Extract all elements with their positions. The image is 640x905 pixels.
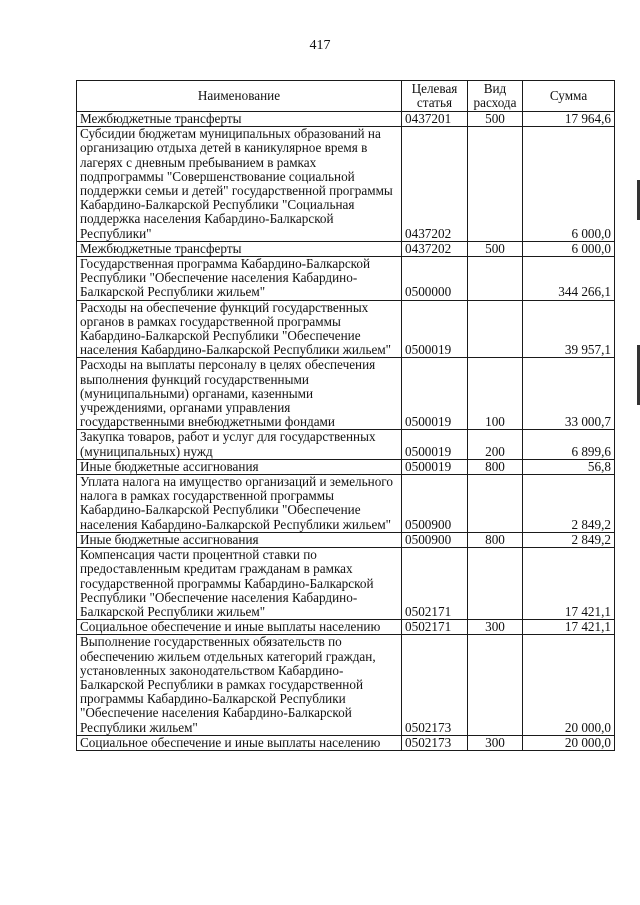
table-row	[77, 620, 615, 635]
row-expense-kind	[468, 300, 523, 358]
table-row	[77, 300, 615, 358]
row-name: Государственная программа Кабардино-Балкарской Республики "Обеспечение населения Кабардино-Балкарской Республики жильем"	[77, 257, 402, 301]
row-name: Закупка товаров, работ и услуг для государственных (муниципальных) нужд	[77, 430, 402, 459]
row-sum: 344 266,1	[523, 257, 615, 301]
row-expense-kind: 500	[468, 112, 523, 127]
row-sum: 33 000,7	[523, 358, 615, 430]
row-target-article: 0502171	[402, 620, 468, 635]
header-row	[77, 81, 615, 112]
table-row	[77, 358, 615, 430]
table-row	[77, 459, 615, 474]
row-sum: 56,8	[523, 459, 615, 474]
row-target-article: 0437202	[402, 127, 468, 242]
row-name: Уплата налога на имущество организаций и земельного налога в рамках государственной программы Кабардино-Балкарской Республики "Обеспечение населения Кабардино-Балкарской Республики жильем"	[77, 475, 402, 533]
row-target-article: 0502173	[402, 735, 468, 750]
row-name: Межбюджетные трансферты	[77, 112, 402, 127]
row-expense-kind	[468, 548, 523, 620]
row-sum: 20 000,0	[523, 735, 615, 750]
row-sum: 6 899,6	[523, 430, 615, 459]
row-expense-kind	[468, 257, 523, 301]
table-row	[77, 735, 615, 750]
row-sum: 6 000,0	[523, 127, 615, 242]
row-target-article: 0500900	[402, 475, 468, 533]
row-expense-kind: 100	[468, 358, 523, 430]
row-target-article: 0500900	[402, 532, 468, 547]
row-sum: 17 421,1	[523, 620, 615, 635]
header-target-article: Целевая статья	[402, 81, 468, 112]
row-expense-kind: 300	[468, 735, 523, 750]
row-expense-kind: 800	[468, 532, 523, 547]
table-row	[77, 127, 615, 242]
row-name: Расходы на обеспечение функций государственных органов в рамках государственной программы Кабардино-Балкарской Республики "Обеспечение населения Кабардино-Балкарской Республики жильем"	[77, 300, 402, 358]
row-expense-kind	[468, 635, 523, 735]
row-target-article: 0437202	[402, 241, 468, 256]
table-row	[77, 475, 615, 533]
row-target-article: 0500000	[402, 257, 468, 301]
row-name: Социальное обеспечение и иные выплаты населению	[77, 735, 402, 750]
table-row	[77, 257, 615, 301]
header-name: Наименование	[77, 81, 402, 112]
table-row	[77, 548, 615, 620]
row-sum: 2 849,2	[523, 532, 615, 547]
row-expense-kind: 300	[468, 620, 523, 635]
row-expense-kind: 200	[468, 430, 523, 459]
row-target-article: 0502173	[402, 635, 468, 735]
row-name: Социальное обеспечение и иные выплаты населению	[77, 620, 402, 635]
row-name: Субсидии бюджетам муниципальных образований на организацию отдыха детей в каникулярное время в лагерях с дневным пребыванием в рамках подпрограммы "Совершенствование социальной поддержки семьи и детей" государственной программы Кабардино-Балкарской Республики "Социальная поддержка населения Кабардино-Балкарской Республики"	[77, 127, 402, 242]
row-expense-kind	[468, 475, 523, 533]
row-sum: 20 000,0	[523, 635, 615, 735]
row-sum: 2 849,2	[523, 475, 615, 533]
table-row	[77, 112, 615, 127]
row-target-article: 0502171	[402, 548, 468, 620]
row-expense-kind: 500	[468, 241, 523, 256]
row-target-article: 0437201	[402, 112, 468, 127]
row-sum: 6 000,0	[523, 241, 615, 256]
row-name: Иные бюджетные ассигнования	[77, 459, 402, 474]
header-sum: Сумма	[523, 81, 615, 112]
table-row	[77, 635, 615, 735]
row-sum: 39 957,1	[523, 300, 615, 358]
table-row	[77, 532, 615, 547]
header-expense-kind: Вид расхода	[468, 81, 523, 112]
table-row	[77, 241, 615, 256]
row-target-article: 0500019	[402, 430, 468, 459]
row-target-article: 0500019	[402, 358, 468, 430]
row-expense-kind: 800	[468, 459, 523, 474]
row-name: Выполнение государственных обязательств по обеспечению жильем отдельных категорий граждан, установленных законодательством Кабардино-Балкарской Республики в рамках государственной программы Кабардино-Балкарской Республики "Обеспечение населения Кабардино-Балкарской Республики жильем"	[77, 635, 402, 735]
table-body	[77, 112, 615, 751]
row-name: Компенсация части процентной ставки по предоставленным кредитам гражданам в рамках государственной программы Кабардино-Балкарской Республики "Обеспечение населения Кабардино-Балкарской Республики жильем"	[77, 548, 402, 620]
table-header	[77, 81, 615, 112]
row-sum: 17 964,6	[523, 112, 615, 127]
row-name: Межбюджетные трансферты	[77, 241, 402, 256]
page-number: 417	[309, 38, 331, 53]
row-sum: 17 421,1	[523, 548, 615, 620]
row-name: Расходы на выплаты персоналу в целях обеспечения выполнения функций государственными (муниципальными) органами, казенными учреждениями, органами управления государственными внебюджетными фондами	[77, 358, 402, 430]
row-expense-kind	[468, 127, 523, 242]
table-row	[77, 430, 615, 459]
budget-table	[76, 80, 615, 751]
row-name: Иные бюджетные ассигнования	[77, 532, 402, 547]
row-target-article: 0500019	[402, 459, 468, 474]
row-target-article: 0500019	[402, 300, 468, 358]
